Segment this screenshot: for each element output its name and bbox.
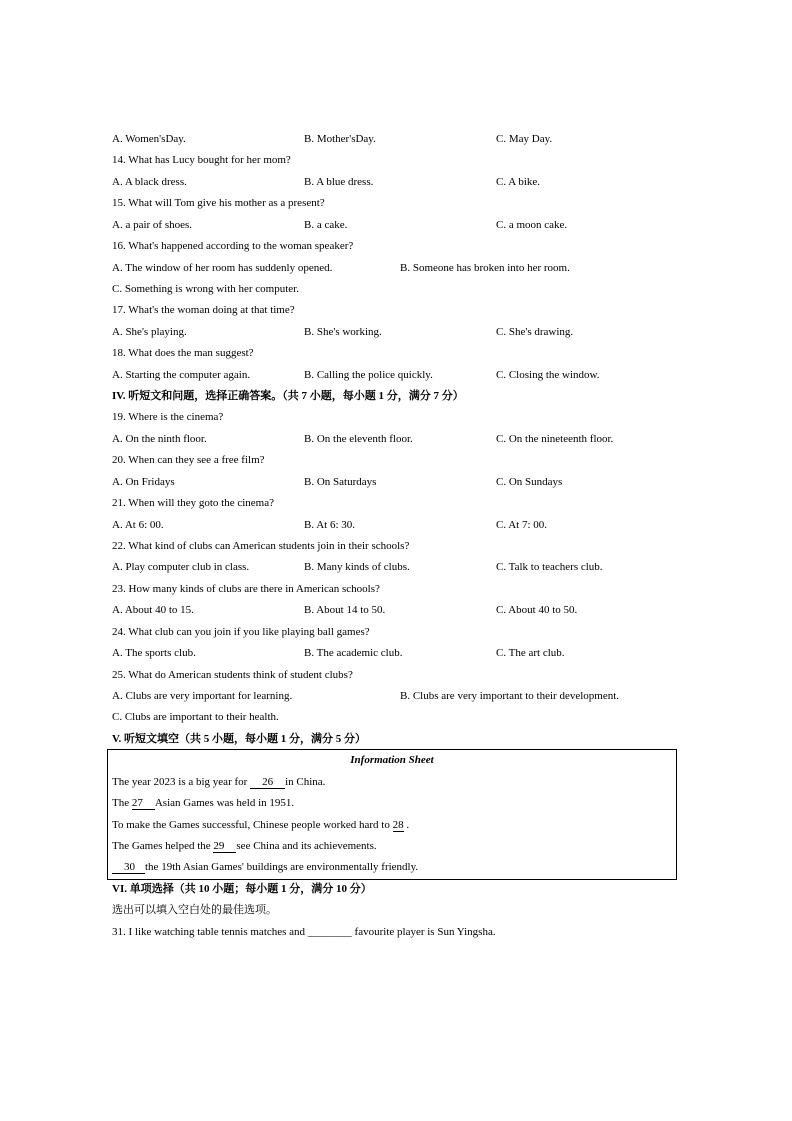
q17-option-b: B. She's working. <box>304 325 382 338</box>
q17-stem: 17. What's the woman doing at that time? <box>112 304 295 317</box>
q17-options-row <box>112 322 692 343</box>
q16-option-a: A. The window of her room has suddenly opened. <box>112 261 333 274</box>
section-vi-heading: VI. 单项选择（共 10 小题；每小题 1 分，满分 10 分） <box>112 882 372 895</box>
q15-stem: 15. What will Tom give his mother as a present? <box>112 197 325 210</box>
q18-option-b: B. Calling the police quickly. <box>304 368 433 381</box>
q16-stem: 16. What's happened according to the woman speaker? <box>112 240 354 253</box>
info-line-28 <box>108 815 676 836</box>
q14-option-a: A. A black dress. <box>112 175 187 188</box>
q15-option-c: C. a moon cake. <box>496 218 568 231</box>
q20-options-row <box>112 472 692 493</box>
blank-28: 28 <box>392 818 404 831</box>
info-line-text: in China. <box>285 775 326 788</box>
q25-stem: 25. What do American students think of student clubs? <box>112 668 353 681</box>
q17-option-a: A. She's playing. <box>112 325 187 338</box>
q20-stem: 20. When can they see a free film? <box>112 454 265 467</box>
blank-27: 27 <box>132 798 155 810</box>
q18-option-c: C. Closing the window. <box>496 368 600 381</box>
q22-options-row <box>112 557 692 578</box>
info-line-30 <box>108 857 676 878</box>
q22-stem: 22. What kind of clubs can American students join in their schools? <box>112 540 410 553</box>
info-line-29 <box>108 836 676 857</box>
q13-options-row <box>112 129 692 150</box>
blank-26: 26 <box>250 777 285 789</box>
section-iv-heading: IV. 听短文和问题，选择正确答案。（共 7 小题，每小题 1 分，满分 7 分） <box>112 390 464 403</box>
info-line-text: Asian Games was held in 1951. <box>154 797 295 810</box>
q14-options-row <box>112 172 692 193</box>
q22-option-a: A. Play computer club in class. <box>112 561 250 574</box>
q15-options-row <box>112 215 692 236</box>
q17-option-c: C. She's drawing. <box>496 325 574 338</box>
q13-option-c: C. May Day. <box>496 133 553 145</box>
q19-option-a: A. On the ninth floor. <box>112 432 207 445</box>
q24-stem: 24. What club can you join if you like playing ball games? <box>112 625 370 638</box>
q21-stem: 21. When will they goto the cinema? <box>112 497 275 510</box>
q24-option-b: B. The academic club. <box>304 647 403 660</box>
q19-stem: 19. Where is the cinema? <box>112 411 224 424</box>
q14-stem: 14. What has Lucy bought for her mom? <box>112 154 291 167</box>
q25-options-row <box>112 686 692 707</box>
q16-option-b: B. Someone has broken into her room. <box>400 261 570 274</box>
q20-option-a: A. On Fridays <box>112 475 175 488</box>
q23-option-c: C. About 40 to 50. <box>496 604 578 617</box>
section-vi-instruction: 选出可以填入空白处的最佳选项。 <box>112 904 277 917</box>
q24-option-c: C. The art club. <box>496 647 565 660</box>
blank-29: 29 <box>213 841 236 853</box>
info-line-text: the 19th Asian Games' buildings are environmentally friendly. <box>145 861 419 874</box>
q23-stem: 23. How many kinds of clubs are there in American schools? <box>112 582 380 595</box>
q23-options-row <box>112 600 692 621</box>
q13-option-b: B. Mother'sDay. <box>304 133 376 145</box>
q23-option-b: B. About 14 to 50. <box>304 604 386 617</box>
q25-option-c: C. Clubs are important to their health. <box>112 711 279 724</box>
q21-option-a: A. At 6: 00. <box>112 518 164 531</box>
q20-option-c: C. On Sundays <box>496 475 563 488</box>
q22-option-b: B. Many kinds of clubs. <box>304 561 410 574</box>
info-line-text: The year 2023 is a big year for <box>112 775 251 788</box>
info-line-text: . <box>403 818 410 831</box>
info-line-text: To make the Games successful, Chinese people worked hard to <box>112 818 393 831</box>
q21-option-c: C. At 7: 00. <box>496 518 548 531</box>
q18-options-row <box>112 365 692 386</box>
info-line-text: see China and its achievements. <box>236 839 377 852</box>
blank-30: 30 <box>112 862 145 874</box>
q16-options-row <box>112 258 692 279</box>
q22-option-c: C. Talk to teachers club. <box>496 561 603 574</box>
q20-option-b: B. On Saturdays <box>304 475 377 488</box>
q24-options-row <box>112 643 692 664</box>
q25-option-b: B. Clubs are very important to their development. <box>400 689 620 702</box>
q24-option-a: A. The sports club. <box>112 647 196 660</box>
q19-option-c: C. On the nineteenth floor. <box>496 432 614 445</box>
info-line-text: The <box>112 797 132 810</box>
q13-option-a: A. Women'sDay. <box>112 133 186 145</box>
info-line-27 <box>108 793 676 814</box>
info-line-26 <box>108 772 676 793</box>
q23-option-a: A. About 40 to 15. <box>112 604 194 617</box>
q15-option-a: A. a pair of shoes. <box>112 218 193 231</box>
q14-option-c: C. A bike. <box>496 175 541 188</box>
q21-option-b: B. At 6: 30. <box>304 518 356 531</box>
information-sheet-title: Information Sheet <box>350 754 434 767</box>
info-line-text: The Games helped the <box>112 839 214 852</box>
section-v-heading: V. 听短文填空（共 5 小题，每小题 1 分，满分 5 分） <box>112 732 367 745</box>
exam-page <box>112 129 692 943</box>
q21-options-row <box>112 515 692 536</box>
q16-option-c: C. Something is wrong with her computer. <box>112 282 299 295</box>
q15-option-b: B. a cake. <box>304 218 348 231</box>
q25-option-a: A. Clubs are very important for learning. <box>112 689 293 702</box>
q18-stem: 18. What does the man suggest? <box>112 347 254 360</box>
q14-option-b: B. A blue dress. <box>304 175 374 188</box>
q18-option-a: A. Starting the computer again. <box>112 368 251 381</box>
q19-options-row <box>112 429 692 450</box>
q19-option-b: B. On the eleventh floor. <box>304 432 413 445</box>
q31-stem: 31. I like watching table tennis matches and ________ favourite player is Sun Yingsha. <box>112 925 496 938</box>
information-sheet-box <box>108 750 676 879</box>
